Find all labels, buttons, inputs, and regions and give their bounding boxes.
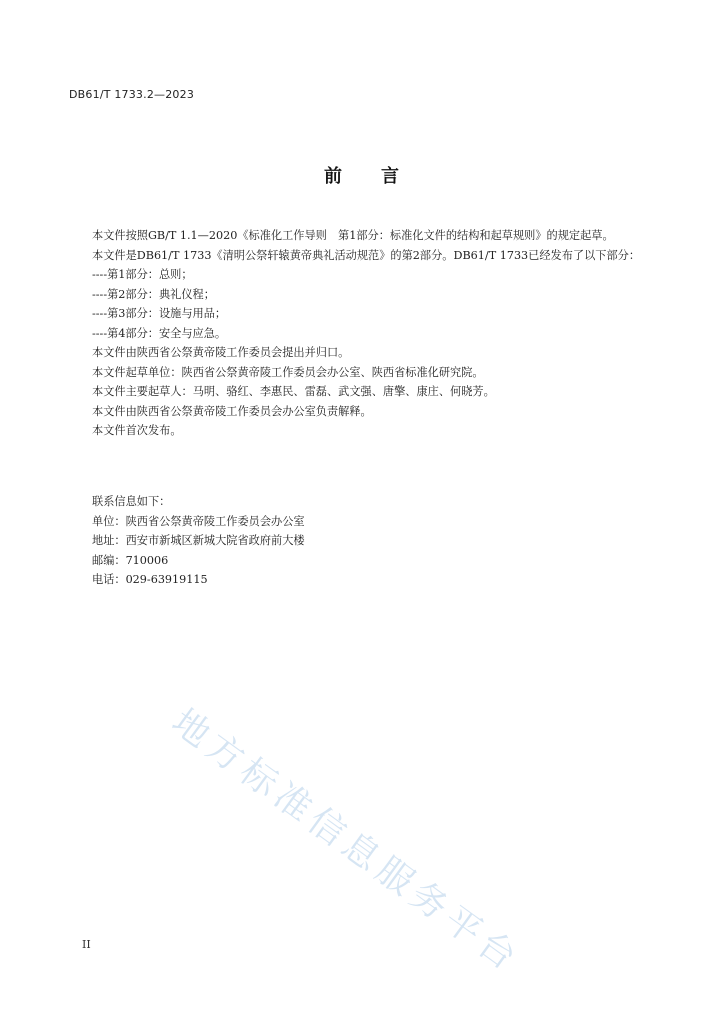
list-item-part-1: ----第1部分：总则； bbox=[92, 268, 193, 281]
paragraph-interpretation: 本文件由陕西省公祭黄帝陵工作委员会办公室负责解释。 bbox=[92, 404, 372, 418]
page-title: 前 言 bbox=[324, 166, 400, 187]
document-id: DB61/T 1733.2—2023 bbox=[69, 88, 195, 101]
list-item-part-4: ----第4部分：安全与应急。 bbox=[92, 326, 227, 340]
watermark: 地方标准信息服务平台 bbox=[164, 701, 529, 982]
contact-heading: 联系信息如下： bbox=[92, 495, 171, 508]
list-item-part-2: ----第2部分：典礼仪程； bbox=[92, 287, 215, 301]
contact-phone: 电话：029-63919115 bbox=[92, 573, 208, 586]
contact-unit: 单位：陕西省公祭黄帝陵工作委员会办公室 bbox=[92, 514, 305, 528]
paragraph-drafters: 本文件主要起草人：马明、骆红、李惠民、雷磊、武文强、唐擎、康庄、何晓芳。 bbox=[92, 385, 495, 398]
foreword-body bbox=[69, 226, 641, 441]
paragraph-drafting-rules: 本文件按照GB/T 1.1—2020《标准化工作导则 第1部分：标准化文件的结构和起草规则》的规定起草。 bbox=[92, 229, 614, 242]
paragraph-proposer: 本文件由陕西省公祭黄帝陵工作委员会提出并归口。 bbox=[92, 346, 350, 359]
list-item-part-3: ----第3部分：设施与用品； bbox=[92, 307, 227, 320]
contact-address: 地址：西安市新城区新城大院省政府前大楼 bbox=[92, 534, 305, 547]
paragraph-series-info: 本文件是DB61/T 1733《清明公祭轩辕黄帝典礼活动规范》的第2部分。DB61/T 1733已经发布了以下部分： bbox=[92, 248, 641, 262]
contact-postcode: 邮编：710006 bbox=[92, 553, 169, 567]
page-number: II bbox=[82, 938, 91, 951]
paragraph-first-release: 本文件首次发布。 bbox=[92, 424, 182, 437]
paragraph-drafting-units: 本文件起草单位：陕西省公祭黄帝陵工作委员会办公室、陕西省标准化研究院。 bbox=[92, 365, 484, 379]
contact-info bbox=[69, 492, 641, 590]
